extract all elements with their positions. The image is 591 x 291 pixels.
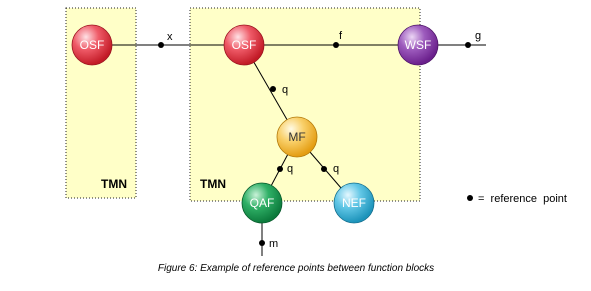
tmn-label-right: TMN xyxy=(200,177,226,191)
ref-label-x: x xyxy=(167,31,173,43)
legend-dot xyxy=(467,195,473,201)
node-osf-right xyxy=(224,25,264,65)
node-label-osf-right: OSF xyxy=(231,38,257,52)
figure-caption: Figure 6: Example of reference points between function blocks xyxy=(157,263,435,274)
ref-point-f xyxy=(333,42,339,48)
ref-label-q-osf-mf: q xyxy=(282,84,289,96)
ref-point-q-mf-qaf xyxy=(277,166,283,172)
node-label-qaf: QAF xyxy=(249,196,275,210)
node-label-wsf: WSF xyxy=(404,38,432,52)
ref-label-q-mf-nef: q xyxy=(333,163,340,175)
ref-point-g xyxy=(465,42,471,48)
tmn-zone-right xyxy=(190,8,420,201)
ref-point-m xyxy=(259,240,265,246)
node-label-osf-left: OSF xyxy=(79,38,105,52)
tmn-label-left: TMN xyxy=(101,177,127,191)
node-qaf xyxy=(242,183,282,223)
legend-text: = reference point xyxy=(478,193,567,205)
ref-label-m: m xyxy=(269,238,279,250)
ref-point-q-mf-nef xyxy=(321,166,327,172)
ref-point-x xyxy=(158,42,164,48)
ref-label-f: f xyxy=(339,30,343,42)
node-wsf xyxy=(398,25,438,65)
node-osf-left xyxy=(72,25,112,65)
ref-label-q-mf-qaf: q xyxy=(287,163,294,175)
ref-point-q-osf-mf xyxy=(270,86,276,92)
node-mf xyxy=(277,117,317,157)
node-label-mf: MF xyxy=(288,130,306,144)
node-label-nef: NEF xyxy=(342,196,366,210)
legend xyxy=(467,193,567,205)
ref-label-g: g xyxy=(475,30,482,42)
node-nef xyxy=(334,183,374,223)
